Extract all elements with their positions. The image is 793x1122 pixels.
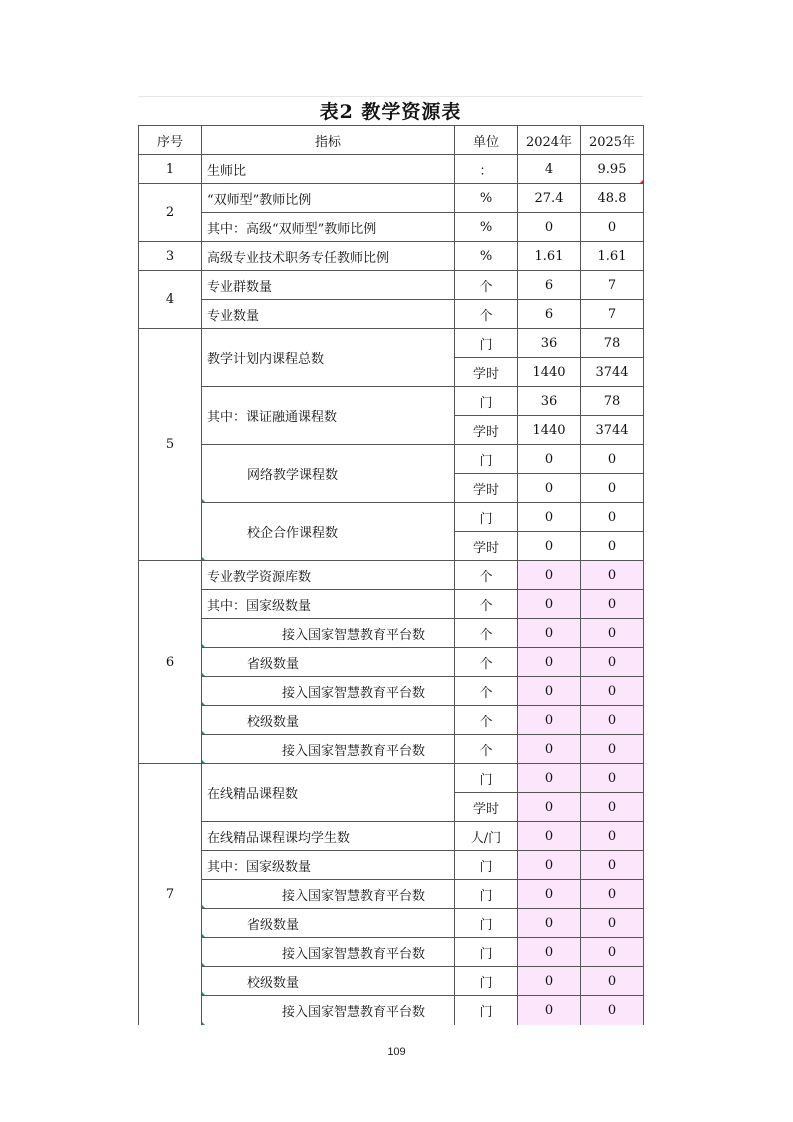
- unit-cell: 个: [455, 590, 518, 619]
- value-2025-cell: 0: [581, 851, 644, 880]
- table-row: [139, 503, 644, 532]
- seq-cell: 2: [139, 184, 202, 242]
- unit-cell: %: [455, 213, 518, 242]
- seq-cell: 3: [139, 242, 202, 271]
- value-2025-cell: 78: [581, 387, 644, 416]
- value-2025-cell: 0: [581, 822, 644, 851]
- table-row: [139, 155, 644, 184]
- table-row: [139, 242, 644, 271]
- value-2025-cell: 0: [581, 213, 644, 242]
- unit-cell: 门: [455, 764, 518, 793]
- indicator-cell: 高级专业技术职务专任教师比例: [202, 242, 455, 271]
- unit-cell: 门: [455, 445, 518, 474]
- value-2025-cell: 0: [581, 561, 644, 590]
- value-2024-cell: 36: [518, 329, 581, 358]
- header-2024: 2024年: [518, 126, 581, 155]
- value-2024-cell: 0: [518, 735, 581, 764]
- table-row: [139, 590, 644, 619]
- header-indicator: 指标: [202, 126, 455, 155]
- unit-cell: 个: [455, 561, 518, 590]
- value-2025-cell: 3744: [581, 358, 644, 387]
- indicator-cell: 教学计划内课程总数: [202, 329, 455, 387]
- unit-cell: 门: [455, 851, 518, 880]
- header-seq: 序号: [139, 126, 202, 155]
- unit-cell: 人/门: [455, 822, 518, 851]
- value-2025-cell: 48.8: [581, 184, 644, 213]
- value-2024-cell: 0: [518, 503, 581, 532]
- value-2025-cell: 7: [581, 271, 644, 300]
- unit-cell: 门: [455, 909, 518, 938]
- value-2024-cell: 0: [518, 590, 581, 619]
- unit-cell: 学时: [455, 416, 518, 445]
- teaching-resources-table: [138, 125, 644, 1025]
- unit-cell: 门: [455, 329, 518, 358]
- unit-cell: 门: [455, 503, 518, 532]
- table-row: [139, 184, 644, 213]
- value-2025-cell: 0: [581, 735, 644, 764]
- table-title: 表2 教学资源表: [319, 101, 462, 123]
- indicator-cell: 省级数量: [202, 648, 455, 677]
- value-2024-cell: 0: [518, 851, 581, 880]
- indicator-cell: 接入国家智慧教育平台数: [202, 880, 455, 909]
- value-2024-cell: 0: [518, 938, 581, 967]
- table-row: [139, 648, 644, 677]
- top-rule: [138, 96, 643, 97]
- value-2025-cell: 0: [581, 996, 644, 1025]
- value-2024-cell: 0: [518, 561, 581, 590]
- indicator-cell: 省级数量: [202, 909, 455, 938]
- table-row: [139, 851, 644, 880]
- unit-cell: 学时: [455, 358, 518, 387]
- indicator-cell: 专业数量: [202, 300, 455, 329]
- value-2024-cell: 6: [518, 300, 581, 329]
- indicator-cell: 接入国家智慧教育平台数: [202, 996, 455, 1025]
- indicator-cell: 其中：高级“双师型”教师比例: [202, 213, 455, 242]
- value-2024-cell: 6: [518, 271, 581, 300]
- value-2024-cell: 0: [518, 967, 581, 996]
- table-row: [139, 387, 644, 416]
- value-2025-cell: 0: [581, 532, 644, 561]
- header-row: [139, 126, 644, 155]
- table-row: [139, 822, 644, 851]
- page-number: 109: [387, 1046, 406, 1058]
- value-2024-cell: 1.61: [518, 242, 581, 271]
- value-2024-cell: 1440: [518, 416, 581, 445]
- table-row: [139, 561, 644, 590]
- unit-cell: 学时: [455, 474, 518, 503]
- indicator-cell: 接入国家智慧教育平台数: [202, 677, 455, 706]
- indicator-cell: 其中：国家级数量: [202, 590, 455, 619]
- value-2025-cell: 0: [581, 590, 644, 619]
- table-row: [139, 271, 644, 300]
- seq-cell: 5: [139, 329, 202, 561]
- value-2025-cell: 1.61: [581, 242, 644, 271]
- unit-cell: 门: [455, 387, 518, 416]
- value-2024-cell: 0: [518, 880, 581, 909]
- value-2024-cell: 36: [518, 387, 581, 416]
- value-2024-cell: 1440: [518, 358, 581, 387]
- unit-cell: 门: [455, 967, 518, 996]
- value-2025-cell: 78: [581, 329, 644, 358]
- header-unit: 单位: [455, 126, 518, 155]
- indicator-cell: 校级数量: [202, 706, 455, 735]
- value-2025-cell: 0: [581, 909, 644, 938]
- unit-cell: 个: [455, 271, 518, 300]
- value-2025-cell: 0: [581, 503, 644, 532]
- value-2024-cell: 0: [518, 474, 581, 503]
- indicator-cell: 其中：课证融通课程数: [202, 387, 455, 445]
- value-2025-cell: 7: [581, 300, 644, 329]
- table-row: [139, 880, 644, 909]
- indicator-cell: 在线精品课程课均学生数: [202, 822, 455, 851]
- value-2025-cell: 0: [581, 648, 644, 677]
- table-row: [139, 706, 644, 735]
- table-row: [139, 329, 644, 358]
- indicator-cell: 接入国家智慧教育平台数: [202, 735, 455, 764]
- indicator-cell: 接入国家智慧教育平台数: [202, 938, 455, 967]
- value-2024-cell: 0: [518, 677, 581, 706]
- unit-cell: 个: [455, 619, 518, 648]
- value-2025-cell: 0: [581, 619, 644, 648]
- value-2025-cell: 0: [581, 445, 644, 474]
- seq-cell: 6: [139, 561, 202, 764]
- indicator-cell: 接入国家智慧教育平台数: [202, 619, 455, 648]
- seq-cell: 1: [139, 155, 202, 184]
- indicator-cell: 专业教学资源库数: [202, 561, 455, 590]
- table-row: [139, 938, 644, 967]
- table-row: [139, 909, 644, 938]
- indicator-cell: 校级数量: [202, 967, 455, 996]
- value-2024-cell: 0: [518, 445, 581, 474]
- indicator-cell: 在线精品课程数: [202, 764, 455, 822]
- seq-cell: 7: [139, 764, 202, 1025]
- value-2024-cell: 0: [518, 764, 581, 793]
- table-row: [139, 213, 644, 242]
- value-2025-cell: 0: [581, 880, 644, 909]
- indicator-cell: 其中：国家级数量: [202, 851, 455, 880]
- indicator-cell: “双师型”教师比例: [202, 184, 455, 213]
- unit-cell: ：: [455, 155, 518, 184]
- indicator-cell: 校企合作课程数: [202, 503, 455, 561]
- unit-cell: 学时: [455, 793, 518, 822]
- value-2024-cell: 0: [518, 793, 581, 822]
- value-2025-cell: 0: [581, 938, 644, 967]
- table-row: [139, 677, 644, 706]
- value-2025-cell: 0: [581, 677, 644, 706]
- indicator-cell: 网络教学课程数: [202, 445, 455, 503]
- unit-cell: 个: [455, 677, 518, 706]
- value-2024-cell: 4: [518, 155, 581, 184]
- value-2025-cell: 3744: [581, 416, 644, 445]
- table-row: [139, 967, 644, 996]
- value-2025-cell: 9.95: [581, 155, 644, 184]
- unit-cell: 门: [455, 880, 518, 909]
- value-2024-cell: 0: [518, 706, 581, 735]
- table-row: [139, 300, 644, 329]
- indicator-cell: 生师比: [202, 155, 455, 184]
- value-2024-cell: 0: [518, 909, 581, 938]
- value-2024-cell: 0: [518, 648, 581, 677]
- unit-cell: %: [455, 184, 518, 213]
- value-2024-cell: 27.4: [518, 184, 581, 213]
- table-row: [139, 764, 644, 793]
- value-2025-cell: 0: [581, 474, 644, 503]
- value-2024-cell: 0: [518, 619, 581, 648]
- value-2024-cell: 0: [518, 213, 581, 242]
- seq-cell: 4: [139, 271, 202, 329]
- table-row: [139, 735, 644, 764]
- unit-cell: 个: [455, 300, 518, 329]
- indicator-cell: 专业群数量: [202, 271, 455, 300]
- value-2025-cell: 0: [581, 967, 644, 996]
- value-2025-cell: 0: [581, 764, 644, 793]
- value-2025-cell: 0: [581, 706, 644, 735]
- unit-cell: 学时: [455, 532, 518, 561]
- unit-cell: 个: [455, 706, 518, 735]
- unit-cell: 门: [455, 996, 518, 1025]
- table-row: [139, 445, 644, 474]
- unit-cell: %: [455, 242, 518, 271]
- table-row: [139, 619, 644, 648]
- value-2024-cell: 0: [518, 532, 581, 561]
- unit-cell: 门: [455, 938, 518, 967]
- unit-cell: 个: [455, 648, 518, 677]
- unit-cell: 个: [455, 735, 518, 764]
- value-2024-cell: 0: [518, 996, 581, 1025]
- table-row: [139, 996, 644, 1025]
- header-2025: 2025年: [581, 126, 644, 155]
- value-2024-cell: 0: [518, 822, 581, 851]
- value-2025-cell: 0: [581, 793, 644, 822]
